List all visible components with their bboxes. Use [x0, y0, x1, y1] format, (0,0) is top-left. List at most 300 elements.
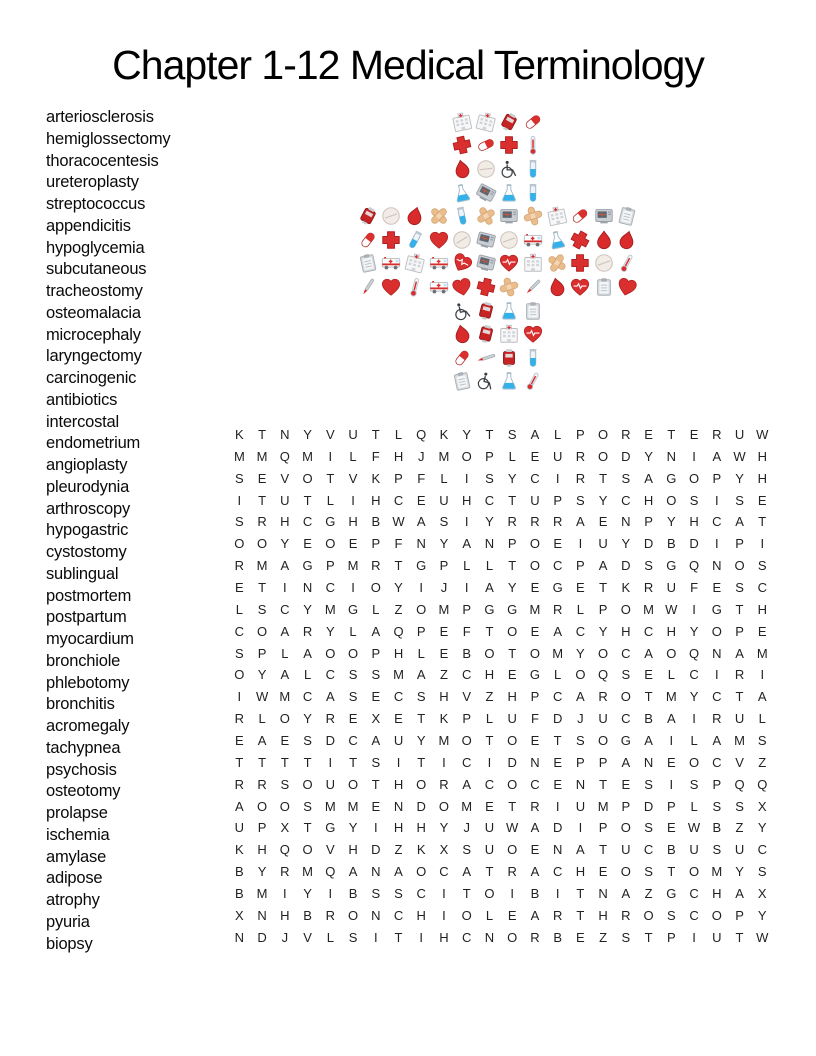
word-list-item: atrophy: [46, 891, 100, 909]
clipboard-icon: [592, 275, 616, 299]
grid-letter: X: [757, 798, 767, 814]
grid-letter: M: [597, 798, 609, 814]
grid-letter: S: [348, 667, 358, 683]
grid-letter: U: [280, 492, 290, 508]
grid-letter: G: [484, 601, 495, 617]
grid-letter: I: [328, 886, 333, 902]
grid-letter: R: [234, 711, 245, 727]
grid-letter: W: [756, 929, 769, 945]
grid-letter: L: [235, 601, 243, 617]
word-list-item: adipose: [46, 869, 103, 888]
grid-letter: U: [552, 448, 563, 464]
grid-letter: T: [371, 776, 380, 792]
grid-letter: N: [530, 754, 540, 770]
grid-letter: P: [325, 558, 335, 574]
grid-letter: O: [620, 820, 631, 836]
word-list-item: intercostal: [46, 412, 120, 431]
word-list-item: thoracocentesis: [46, 151, 159, 170]
grid-letter: L: [554, 667, 562, 683]
grid-letter: E: [553, 536, 562, 552]
grid-letter: A: [553, 623, 562, 639]
grid-letter: O: [325, 645, 336, 661]
grid-letter: M: [347, 558, 359, 574]
grid-letter: T: [394, 929, 403, 945]
grid-letter: Y: [507, 470, 517, 486]
grid-row: [228, 664, 774, 686]
grid-letter: T: [508, 492, 517, 508]
tube-icon: [403, 228, 427, 252]
hospital-icon: [474, 110, 498, 134]
grid-letter: C: [393, 689, 404, 705]
letter-grid: [228, 424, 774, 949]
grid-letter: Q: [279, 448, 290, 464]
grid-letter: F: [394, 536, 403, 552]
grid-letter: E: [530, 448, 540, 464]
grid-letter: Y: [735, 470, 744, 486]
grid-letter: P: [462, 711, 472, 727]
grid-letter: N: [371, 864, 381, 880]
grid-letter: A: [530, 864, 540, 880]
word-list-item: biopsy: [46, 934, 93, 953]
flask-icon: [450, 181, 474, 205]
grid-letter: B: [553, 929, 562, 945]
capsule-icon: [521, 110, 545, 134]
grid-letter: C: [234, 623, 245, 639]
wheelchair-icon: [498, 157, 522, 181]
grid-letter: X: [439, 842, 449, 858]
grid-letter: H: [371, 492, 381, 508]
grid-letter: T: [576, 886, 585, 902]
grid-letter: C: [757, 580, 767, 596]
grid-row: [228, 621, 774, 643]
grid-letter: E: [416, 492, 426, 508]
grid-letter: F: [690, 580, 699, 596]
grid-letter: I: [669, 733, 674, 749]
tube-icon: [450, 204, 474, 228]
grid-letter: A: [462, 864, 472, 880]
grid-letter: K: [235, 842, 244, 858]
grid-letter: I: [442, 907, 446, 923]
grid-letter: V: [735, 754, 744, 770]
drop-icon: [450, 322, 474, 346]
grid-letter: I: [419, 580, 424, 596]
grid-letter: M: [643, 601, 654, 617]
grid-row: [228, 730, 774, 752]
grid-letter: P: [371, 645, 381, 661]
grid-letter: Y: [485, 514, 494, 530]
grid-letter: U: [689, 842, 699, 858]
grid-letter: E: [530, 580, 540, 596]
grid-letter: M: [552, 645, 564, 661]
grid-letter: S: [371, 886, 381, 902]
bandage-icon: [474, 204, 498, 228]
grid-letter: L: [690, 733, 698, 749]
grid-letter: P: [666, 929, 676, 945]
tablet-icon: [592, 252, 616, 276]
grid-letter: O: [347, 776, 359, 792]
grid-letter: Y: [598, 492, 608, 508]
word-list-item: hypoglycemia: [46, 238, 145, 257]
grid-row: [228, 643, 774, 665]
capsule-icon: [450, 346, 474, 370]
grid-letter: Y: [757, 820, 767, 836]
grid-letter: U: [507, 711, 517, 727]
grid-letter: P: [394, 470, 403, 486]
grid-letter: O: [529, 558, 540, 574]
grid-letter: G: [552, 580, 563, 596]
grid-letter: L: [485, 907, 494, 923]
grid-letter: S: [462, 842, 472, 858]
grid-letter: E: [348, 711, 358, 727]
grid-letter: L: [758, 711, 766, 727]
grid-letter: Z: [440, 667, 448, 683]
grid-letter: H: [757, 448, 767, 464]
grid-letter: T: [735, 601, 744, 617]
grid-letter: O: [461, 448, 472, 464]
grid-letter: E: [530, 842, 540, 858]
word-list-item: postmortem: [46, 586, 132, 605]
grid-letter: A: [644, 733, 653, 749]
grid-letter: P: [507, 536, 517, 552]
grid-letter: M: [438, 733, 450, 749]
pen-icon: [521, 275, 545, 299]
grid-letter: C: [689, 667, 699, 683]
grid-row: [228, 446, 774, 468]
grid-letter: E: [394, 711, 403, 727]
bloodbag-icon: [498, 110, 522, 134]
grid-letter: L: [463, 558, 471, 574]
grid-letter: D: [552, 711, 563, 727]
grid-letter: G: [711, 601, 722, 617]
cross-icon: [568, 252, 592, 276]
word-list-item: phlebotomy: [46, 673, 130, 692]
grid-letter: Q: [279, 842, 290, 858]
grid-letter: T: [303, 492, 312, 508]
word-list-item: sublingual: [46, 564, 119, 583]
word-list-item: osteomalacia: [46, 303, 141, 322]
grid-letter: H: [712, 886, 722, 902]
grid-letter: P: [621, 798, 631, 814]
grid-letter: R: [643, 580, 654, 596]
grid-letter: A: [371, 733, 381, 749]
grid-letter: I: [283, 886, 287, 902]
grid-letter: D: [689, 536, 699, 552]
hospital-icon: [403, 252, 427, 276]
grid-letter: G: [416, 558, 427, 574]
grid-letter: I: [396, 754, 401, 770]
grid-letter: R: [257, 514, 267, 530]
grid-letter: O: [598, 733, 609, 749]
grid-letter: I: [237, 492, 242, 508]
grid-letter: J: [440, 580, 448, 596]
grid-letter: I: [714, 667, 719, 683]
grid-letter: E: [530, 733, 540, 749]
monitor-icon: [498, 204, 522, 228]
grid-letter: P: [257, 645, 267, 661]
drop-icon: [450, 157, 474, 181]
tube-icon: [521, 346, 545, 370]
grid-letter: R: [712, 427, 722, 442]
grid-letter: O: [620, 864, 631, 880]
word-list-item: pyuria: [46, 912, 90, 931]
grid-letter: B: [666, 842, 676, 858]
tablet-icon: [380, 204, 404, 228]
grid-letter: T: [599, 842, 608, 858]
grid-letter: A: [735, 886, 744, 902]
grid-letter: C: [757, 842, 767, 858]
grid-letter: N: [484, 536, 495, 552]
grid-letter: C: [393, 907, 404, 923]
grid-letter: S: [303, 733, 312, 749]
word-list-item: tachypnea: [46, 738, 121, 757]
grid-letter: G: [347, 601, 359, 617]
grid-letter: E: [621, 776, 631, 792]
grid-letter: P: [735, 623, 744, 639]
grid-letter: Z: [485, 689, 494, 705]
grid-letter: L: [554, 427, 562, 442]
grid-letter: E: [371, 689, 381, 705]
tablet-icon: [450, 228, 474, 252]
word-list-item: osteotomy: [46, 782, 121, 801]
drop-icon: [545, 275, 569, 299]
grid-letter: O: [711, 907, 722, 923]
grid-letter: O: [302, 776, 313, 792]
grid-letter: O: [347, 645, 359, 661]
grid-letter: I: [760, 536, 765, 552]
grid-letter: K: [621, 580, 631, 596]
grid-letter: C: [302, 689, 313, 705]
grid-letter: R: [234, 558, 245, 574]
drop-icon: [403, 204, 427, 228]
grid-letter: S: [735, 798, 744, 814]
grid-letter: A: [576, 689, 585, 705]
grid-letter: A: [712, 448, 722, 464]
grid-letter: S: [439, 514, 449, 530]
grid-letter: F: [462, 623, 471, 639]
grid-letter: E: [235, 580, 244, 596]
grid-letter: H: [621, 623, 631, 639]
grid-letter: R: [552, 514, 563, 530]
grid-letter: L: [690, 798, 698, 814]
grid-letter: Y: [598, 623, 608, 639]
grid-letter: I: [442, 754, 446, 770]
word-list-item: pleurodynia: [46, 477, 130, 496]
grid-row: [228, 424, 774, 446]
bandage-icon: [545, 252, 569, 276]
grid-letter: R: [530, 798, 540, 814]
grid-letter: S: [280, 776, 290, 792]
grid-letter: N: [621, 514, 631, 530]
thermo-icon: [616, 252, 640, 276]
grid-letter: N: [257, 907, 267, 923]
grid-row: [228, 796, 774, 818]
grid-letter: K: [439, 427, 449, 442]
grid-letter: M: [438, 601, 450, 617]
grid-letter: O: [484, 886, 495, 902]
grid-letter: C: [462, 754, 472, 770]
grid-letter: T: [735, 689, 744, 705]
grid-letter: U: [439, 492, 449, 508]
grid-letter: H: [462, 492, 472, 508]
ambulance-icon: [427, 275, 451, 299]
grid-letter: I: [555, 470, 560, 486]
grid-letter: S: [348, 689, 358, 705]
grid-letter: Z: [758, 754, 767, 770]
hospital-icon: [545, 204, 569, 228]
grid-letter: T: [258, 754, 267, 770]
heart-icon: [450, 275, 474, 299]
grid-letter: U: [734, 427, 745, 442]
tablet-icon: [498, 228, 522, 252]
flask-icon: [498, 181, 522, 205]
grid-letter: C: [280, 601, 290, 617]
grid-letter: S: [621, 929, 631, 945]
flask-icon: [498, 299, 522, 323]
grid-letter: E: [553, 754, 562, 770]
grid-letter: A: [303, 645, 312, 661]
grid-letter: I: [373, 820, 378, 836]
hospital-icon: [450, 110, 474, 134]
grid-row: [228, 533, 774, 555]
grid-letter: I: [692, 448, 696, 464]
grid-letter: T: [326, 470, 335, 486]
grid-letter: L: [508, 448, 516, 464]
grid-letter: B: [235, 886, 244, 902]
grid-letter: E: [439, 623, 449, 639]
pen-icon: [356, 275, 380, 299]
grid-letter: I: [692, 601, 696, 617]
grid-letter: W: [687, 820, 701, 836]
grid-row: [228, 905, 774, 927]
thermo-icon: [521, 134, 545, 158]
grid-letter: M: [393, 667, 404, 683]
bloodbag-icon: [498, 346, 522, 370]
grid-letter: S: [621, 470, 631, 486]
monitor-icon: [592, 204, 616, 228]
grid-letter: L: [303, 667, 312, 683]
grid-letter: I: [464, 580, 469, 596]
grid-letter: H: [280, 907, 290, 923]
grid-letter: V: [462, 689, 472, 705]
grid-letter: Q: [688, 558, 700, 574]
grid-letter: H: [348, 842, 358, 858]
grid-letter: D: [621, 558, 631, 574]
grid-letter: I: [578, 536, 583, 552]
word-list-item: carcinogenic: [46, 369, 137, 387]
grid-letter: O: [507, 623, 518, 639]
grid-letter: E: [598, 514, 608, 530]
grid-letter: O: [279, 798, 290, 814]
grid-letter: O: [438, 798, 450, 814]
word-list-item: arteriosclerosis: [46, 108, 154, 126]
word-list-item: subcutaneous: [46, 260, 147, 279]
grid-letter: H: [348, 514, 358, 530]
grid-letter: S: [644, 776, 653, 792]
grid-letter: O: [620, 689, 631, 705]
grid-letter: S: [689, 492, 699, 508]
grid-letter: P: [462, 601, 472, 617]
grid-letter: P: [598, 820, 608, 836]
grid-letter: A: [576, 842, 585, 858]
grid-letter: A: [325, 689, 335, 705]
grid-letter: A: [235, 798, 244, 814]
bloodbag-icon: [474, 322, 498, 346]
grid-letter: A: [485, 580, 494, 596]
grid-row: [228, 708, 774, 730]
grid-letter: O: [507, 776, 518, 792]
grid-letter: B: [644, 711, 653, 727]
grid-letter: I: [351, 580, 355, 596]
grid-letter: H: [689, 514, 699, 530]
grid-letter: A: [280, 667, 290, 683]
heartpulse-icon: [450, 252, 474, 276]
grid-letter: G: [666, 470, 677, 486]
grid-letter: S: [757, 733, 767, 749]
grid-letter: W: [756, 427, 769, 442]
heartpulse-icon: [521, 322, 545, 346]
grid-letter: Z: [599, 929, 608, 945]
grid-letter: U: [575, 798, 586, 814]
grid-letter: R: [575, 448, 586, 464]
grid-letter: R: [439, 776, 449, 792]
grid-letter: I: [714, 536, 719, 552]
grid-letter: L: [326, 492, 334, 508]
grid-letter: G: [666, 886, 677, 902]
grid-letter: T: [576, 907, 585, 923]
grid-row: [228, 490, 774, 512]
grid-letter: Y: [257, 864, 267, 880]
grid-letter: G: [302, 558, 313, 574]
grid-letter: P: [735, 536, 744, 552]
grid-letter: Y: [621, 536, 631, 552]
grid-letter: I: [351, 492, 355, 508]
heart-icon: [380, 275, 404, 299]
grid-letter: A: [735, 514, 744, 530]
grid-letter: S: [576, 733, 585, 749]
grid-letter: O: [279, 711, 290, 727]
grid-letter: S: [348, 929, 358, 945]
grid-letter: M: [734, 733, 745, 749]
grid-letter: O: [575, 667, 586, 683]
grid-letter: H: [439, 689, 449, 705]
grid-letter: G: [666, 558, 677, 574]
grid-letter: B: [371, 514, 381, 530]
grid-letter: Y: [394, 580, 403, 596]
grid-letter: R: [325, 711, 335, 727]
grid-letter: Y: [303, 886, 312, 902]
grid-letter: O: [734, 558, 745, 574]
grid-letter: E: [666, 820, 676, 836]
grid-letter: D: [325, 733, 335, 749]
grid-letter: O: [257, 536, 268, 552]
grid-letter: S: [712, 842, 722, 858]
grid-letter: Y: [439, 536, 449, 552]
grid-letter: C: [416, 886, 426, 902]
grid-letter: A: [530, 907, 540, 923]
grid-letter: T: [667, 864, 676, 880]
grid-letter: V: [280, 470, 290, 486]
cross-icon: [568, 228, 592, 252]
grid-letter: I: [328, 448, 333, 464]
bloodbag-icon: [356, 204, 380, 228]
grid-letter: S: [712, 798, 722, 814]
grid-letter: Z: [644, 886, 653, 902]
grid-letter: Q: [416, 427, 427, 442]
grid-letter: T: [303, 820, 312, 836]
grid-letter: J: [281, 929, 289, 945]
grid-letter: R: [598, 689, 608, 705]
grid-letter: M: [347, 798, 359, 814]
